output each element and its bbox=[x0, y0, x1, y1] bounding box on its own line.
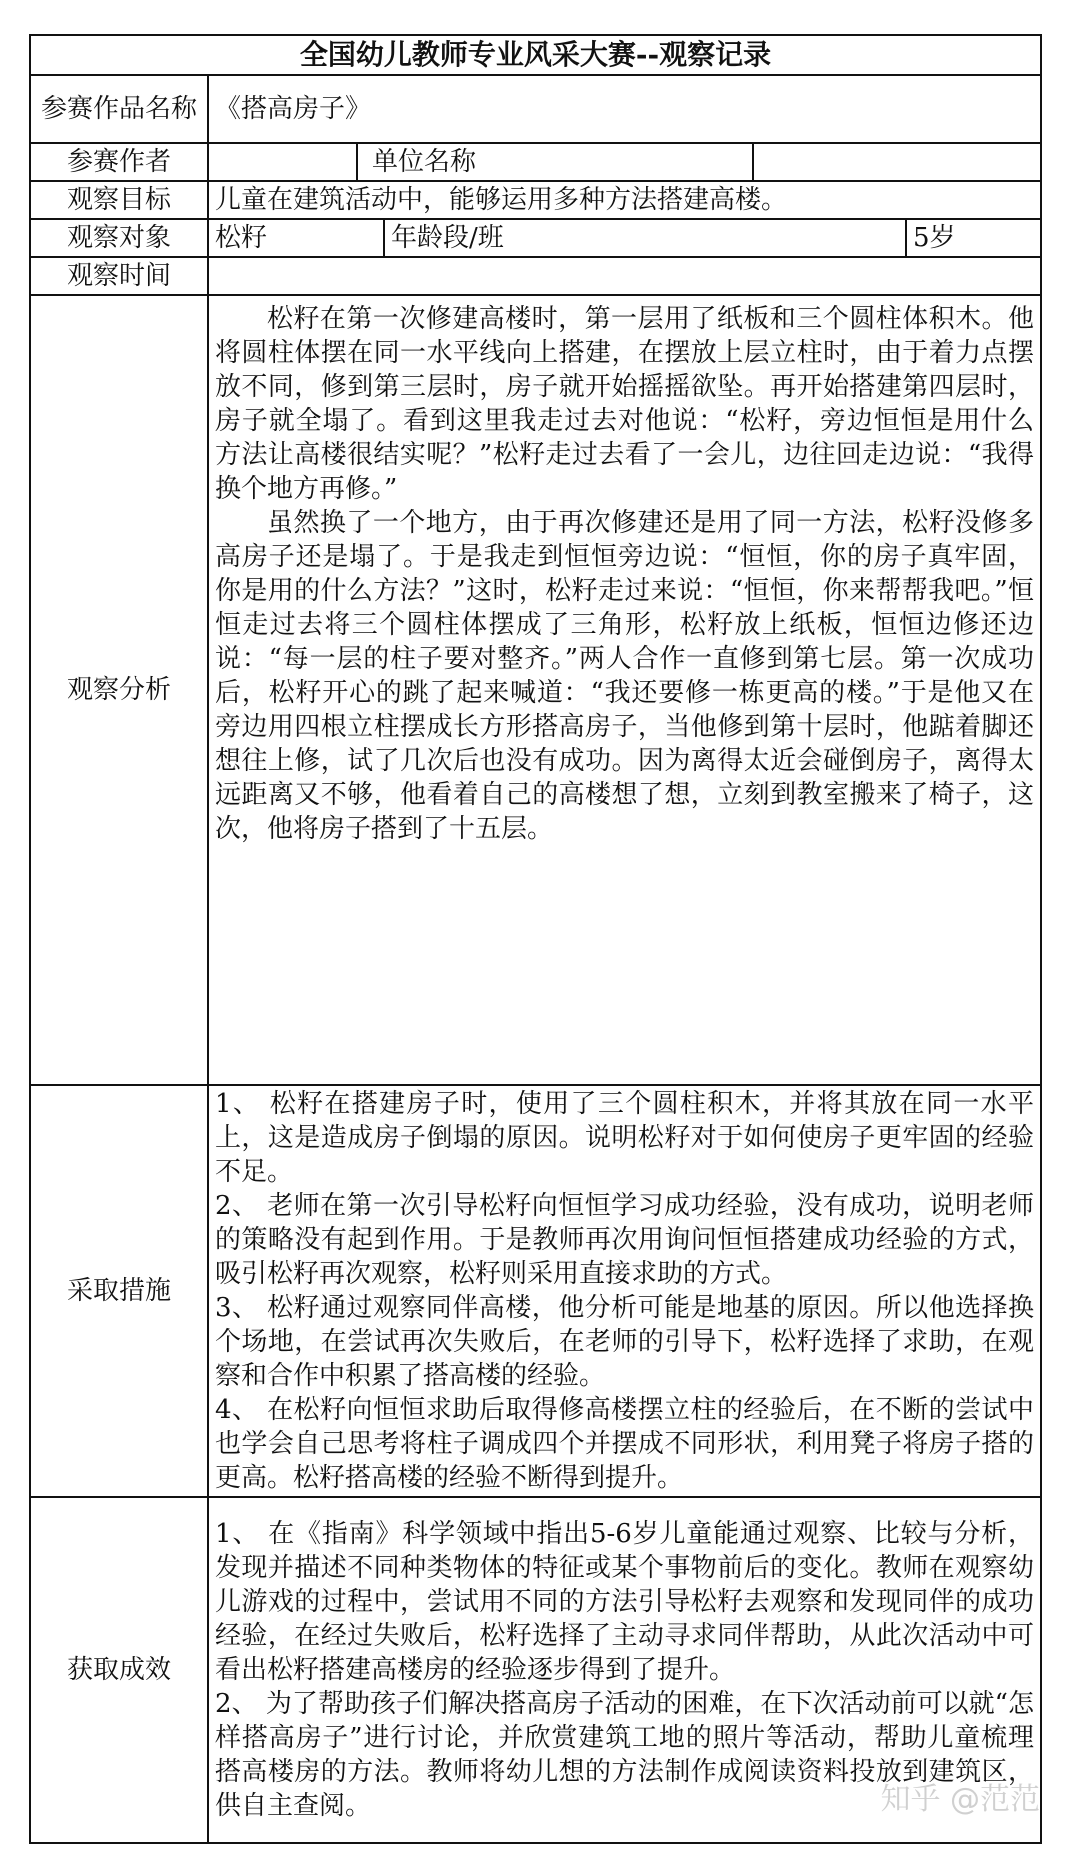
age-label: 年龄段/班 bbox=[384, 219, 906, 257]
measure-item-3: 3、 松籽通过观察同伴高楼，他分析可能是地基的原因。所以他选择换个场地，在尝试再次失败后，在老师的引导下，松籽选择了求助，在观察和合作中积累了搭高楼的经验。 bbox=[215, 1293, 1034, 1391]
unit-label: 单位名称 bbox=[357, 143, 753, 181]
goal-value: 儿童在建筑活动中，能够运用多种方法搭建高楼。 bbox=[208, 181, 1041, 219]
author-value bbox=[208, 143, 357, 181]
measure-item-4: 4、 在松籽向恒恒求助后取得修高楼摆立柱的经验后，在不断的尝试中也学会自己思考将柱子调成四个并摆成不同形状，利用凳子将房子搭的更高。松籽搭高楼的经验不断得到提升。 bbox=[215, 1395, 1034, 1493]
zhihu-watermark: 知乎 @范范 bbox=[880, 1782, 1040, 1817]
analysis-paragraph-2: 虽然换了一个地方，由于再次修建还是用了同一方法，松籽没修多高房子还是塌了。于是我走到恒恒旁边说：“恒恒，你的房子真牢固，你是用的什么方法？”这时，松籽走过来说：“恒恒，你来帮帮我吧。”恒恒走过去将三个圆柱体摆成了三角形，松籽放上纸板，恒恒边修还边说：“每一层的柱子要对整齐。”两人合作一直修到第七层。第一次成功后，松籽开心的跳了起来喊道：“我还要修一栋更高的楼。”于是他又在旁边用四根立柱摆成长方形搭高房子，当他修到第十层时，他踮着脚还想往上修，试了几次后也没有成功。因为离得太近会碰倒房子，离得太远距离又不够，他看着自己的高楼想了想，立刻到教室搬来了椅子，这次，他将房子搭到了十五层。 bbox=[215, 508, 1034, 844]
author-label: 参赛作者 bbox=[30, 143, 208, 181]
measure-item-1: 1、 松籽在搭建房子时，使用了三个圆柱积木，并将其放在同一水平上，这是造成房子倒塌的原因。说明松籽对于如何使房子更牢固的经验不足。 bbox=[215, 1089, 1034, 1187]
work-name-value: 《搭高房子》 bbox=[208, 75, 1041, 143]
unit-value bbox=[753, 143, 1041, 181]
time-label: 观察时间 bbox=[30, 257, 208, 295]
form-table bbox=[29, 34, 1042, 1844]
analysis-text bbox=[208, 295, 1041, 1085]
measures-text bbox=[208, 1085, 1041, 1497]
subject-label: 观察对象 bbox=[30, 219, 208, 257]
goal-label: 观察目标 bbox=[30, 181, 208, 219]
measures-label: 采取措施 bbox=[30, 1085, 208, 1497]
time-value bbox=[208, 257, 1041, 295]
work-name-label: 参赛作品名称 bbox=[30, 75, 208, 143]
result-item-1: 1、 在《指南》科学领域中指出5-6岁儿童能通过观察、比较与分析，发现并描述不同种类物体的特征或某个事物前后的变化。教师在观察幼儿游戏的过程中，尝试用不同的方法引导松籽去观察和发现同伴的成功经验，在经过失败后，松籽选择了主动寻求同伴帮助，从此次活动中可看出松籽搭建高楼房的经验逐步得到了提升。 bbox=[215, 1519, 1034, 1685]
results-label: 获取成效 bbox=[30, 1497, 208, 1843]
form-title: 全国幼儿教师专业风采大赛--观察记录 bbox=[30, 35, 1041, 75]
analysis-label: 观察分析 bbox=[30, 295, 208, 1085]
subject-value: 松籽 bbox=[208, 219, 384, 257]
observation-record-form bbox=[29, 34, 1040, 1856]
measure-item-2: 2、 老师在第一次引导松籽向恒恒学习成功经验，没有成功，说明老师的策略没有起到作用。于是教师再次用询问恒恒搭建成功经验的方式，吸引松籽再次观察，松籽则采用直接求助的方式。 bbox=[215, 1191, 1034, 1289]
analysis-paragraph-1: 松籽在第一次修建高楼时，第一层用了纸板和三个圆柱体积木。他将圆柱体摆在同一水平线向上搭建，在摆放上层立柱时，由于着力点摆放不同，修到第三层时，房子就开始摇摇欲坠。再开始搭建第四层时，房子就全塌了。看到这里我走过去对他说：“松籽，旁边恒恒是用什么方法让高楼很结实呢？”松籽走过去看了一会儿，边往回走边说：“我得换个地方再修。” bbox=[215, 304, 1034, 504]
result-item-2: 2、 为了帮助孩子们解决搭高房子活动的困难，在下次活动前可以就“怎样搭高房子”进行讨论，并欣赏建筑工地的照片等活动，帮助儿童梳理搭高楼房的方法。教师将幼儿想的方法制作成阅读资料投放到建筑区，供自主查阅。 bbox=[215, 1689, 1034, 1821]
age-value: 5岁 bbox=[906, 219, 1041, 257]
